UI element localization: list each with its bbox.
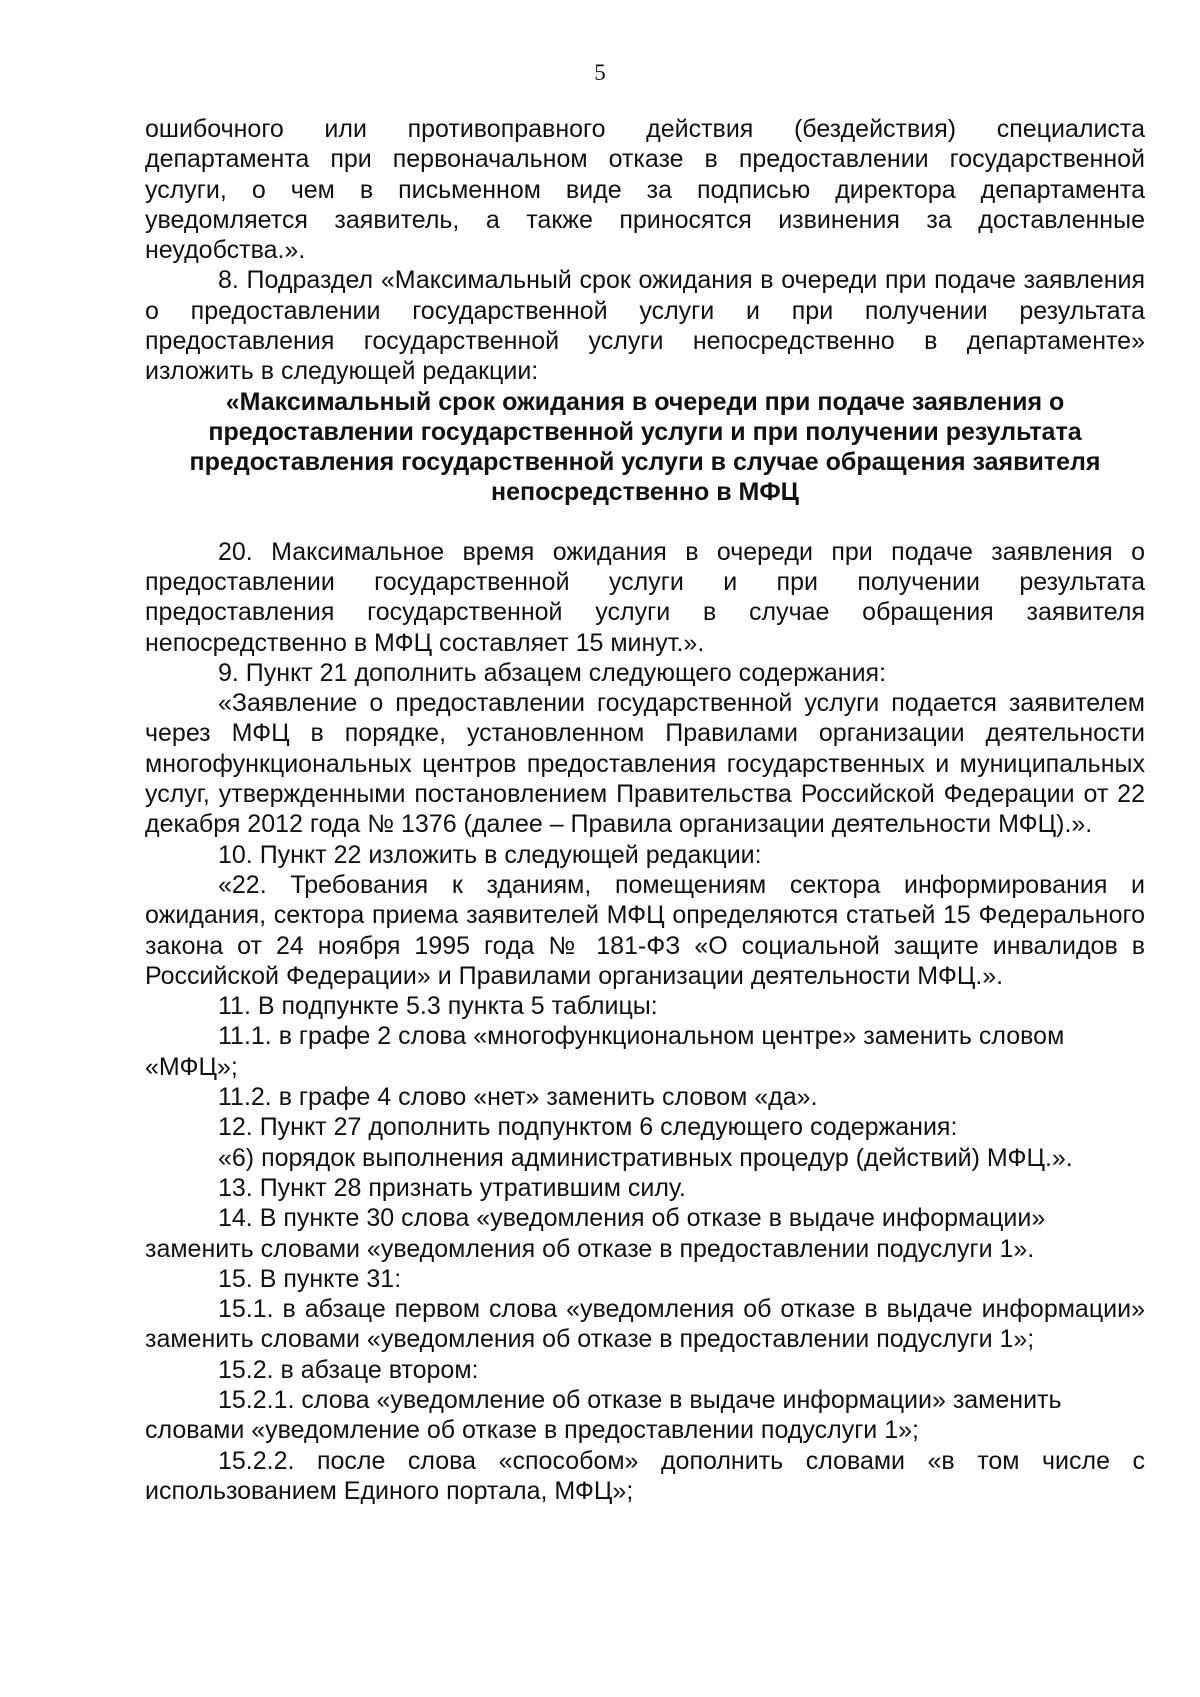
section-heading: «Максимальный срок ожидания в очереди при подаче заявления о предоставлении государственной услуги и при получении результата предоставления государственной услуги в случае обращения заявителя непосредственно в МФЦ [189,387,1101,506]
paragraph-continuation: ошибочного или противоправного действия (бездействия) специалиста департамента при первоначальном отказе в предоставлении государственной услуги, о чем в письменном виде за подписью директора департамента уведомляется заявитель, а также приносятся извинения за доставленные неудобства.». [145,115,1145,265]
paragraph-item-15: 15. В пункте 31: [218,1264,402,1293]
paragraph-item-10: 10. Пункт 22 изложить в следующей редакции: [218,840,762,869]
paragraph-item-15-2-2: 15.2.2. после слова «способом» дополнить словами «в том числе с использованием Единого портала, МФЦ»; [145,1446,1145,1505]
paragraph-item-9-quote: «Заявление о предоставлении государственной услуги подается заявителем через МФЦ в порядке, установленном Правилами организации деятельности многофункциональных центров предоставления государственных и муниципальных услуг, утвержденными постановлением Правительства Российской Федерации от 22 декабря 2012 года № 1376 (далее – Правила организации деятельности МФЦ).». [145,689,1145,839]
page-number: 5 [594,60,606,85]
paragraph-item-9: 9. Пункт 21 дополнить абзацем следующего содержания: [218,658,887,687]
paragraph-item-11: 11. В подпункте 5.3 пункта 5 таблицы: [218,992,658,1021]
paragraph-item-15-1: 15.1. в абзаце первом слова «уведомления об отказе в выдаче информации» заменить словами «уведомления об отказе в предоставлении подуслуги 1»; [145,1295,1145,1354]
paragraph-item-10-quote: «22. Требования к зданиям, помещениям сектора информирования и ожидания, сектора приема заявителей МФЦ определяются статьей 15 Федерального закона от 24 ноября 1995 года № 181-ФЗ «О социальной защите инвалидов в Российской Федерации» и Правилами организации деятельности МФЦ.». [145,870,1145,990]
paragraph-item-13: 13. Пункт 28 признать утратившим силу. [218,1173,686,1202]
paragraph-item-12-quote: «6) порядок выполнения административных процедур (действий) МФЦ.». [218,1143,1073,1172]
document-body [145,114,1145,1506]
paragraph-item-20: 20. Максимальное время ожидания в очереди при подаче заявления о предоставлении государственной услуги и при получении результата предоставления государственной услуги в случае обращения заявителя непосредственно в МФЦ составляет 15 минут.». [145,537,1145,657]
paragraph-item-12: 12. Пункт 27 дополнить подпунктом 6 следующего содержания: [218,1113,958,1142]
paragraph-item-11-1: 11.1. в графе 2 слова «многофункциональном центре» заменить словом «МФЦ»; [145,1022,1065,1081]
paragraph-item-15-2-1: 15.2.1. слова «уведомление об отказе в выдаче информации» заменить словами «уведомление об отказе в предоставлении подуслуги 1»; [145,1385,1062,1445]
spacer [145,507,1145,537]
paragraph-item-15-2: 15.2. в абзаце втором: [218,1355,479,1384]
paragraph-item-14: 14. В пункте 30 слова «уведомления об отказе в выдаче информации» заменить словами «уведомления об отказе в предоставлении подуслуги 1». [145,1204,1046,1263]
paragraph-item-11-2: 11.2. в графе 4 слово «нет» заменить словом «да». [218,1083,818,1112]
paragraph-item-8: 8. Подраздел «Максимальный срок ожидания в очереди при подаче заявления о предоставлении государственной услуги и при получении результата предоставления государственной услуги непосредственно в департаменте» изложить в следующей редакции: [145,266,1145,386]
